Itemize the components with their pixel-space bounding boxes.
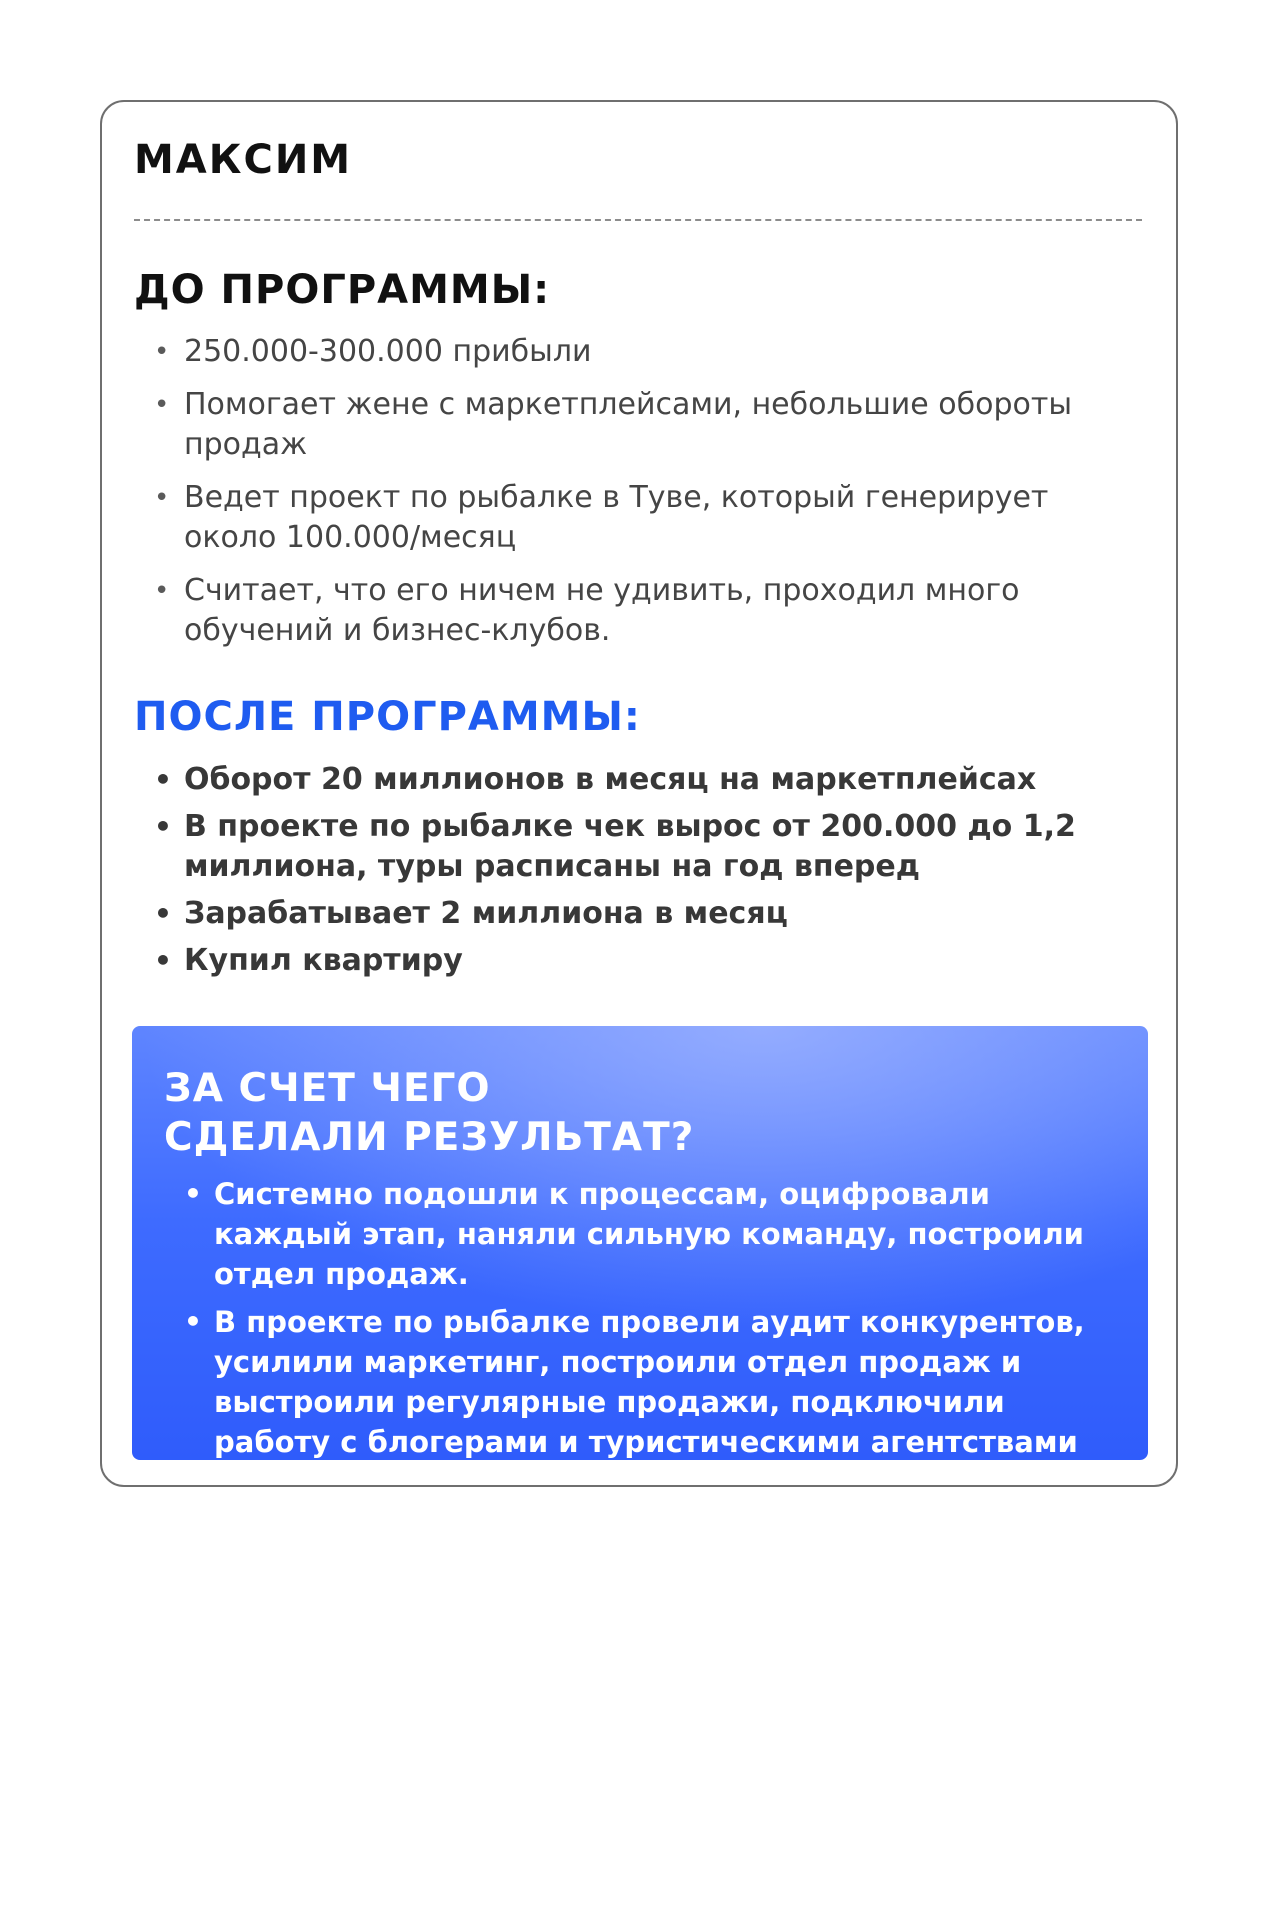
- list-item-text: Оборот 20 миллионов в месяц на маркетплейсах: [184, 762, 1037, 797]
- before-program-title: ДО ПРОГРАММЫ:: [134, 267, 551, 313]
- list-item: [134, 571, 1094, 651]
- result-title-line-2: СДЕЛАЛИ РЕЗУЛЬТАТ?: [164, 1115, 695, 1160]
- bullet-icon: •: [184, 1305, 202, 1338]
- bullet-icon: •: [154, 483, 170, 513]
- list-item: [134, 894, 1094, 934]
- bullet-icon: •: [154, 944, 172, 977]
- list-item-text: 250.000-300.000 прибыли: [184, 334, 592, 369]
- result-title: [164, 1064, 694, 1162]
- bullet-icon: •: [154, 763, 172, 796]
- bullet-icon: •: [154, 897, 172, 930]
- list-item-text: Ведет проект по рыбалке в Туве, который генерирует около 100.000/месяц: [184, 480, 1049, 555]
- list-item-text: Помогает жене с маркетплейсами, небольшие обороты продаж: [184, 387, 1073, 462]
- dashed-divider: [134, 219, 1142, 221]
- after-program-list: [134, 760, 1094, 988]
- list-item-text: Считает, что его ничем не удивить, проходил много обучений и бизнес-клубов.: [184, 573, 1020, 648]
- bullet-icon: •: [184, 1177, 202, 1210]
- list-item: [134, 760, 1094, 800]
- bullet-icon: •: [154, 810, 172, 843]
- list-item: [134, 941, 1094, 981]
- bullet-icon: •: [154, 390, 170, 420]
- list-item: [134, 332, 1094, 372]
- list-item: [134, 385, 1094, 465]
- result-list: [164, 1174, 1114, 1460]
- list-item: [134, 478, 1094, 558]
- bullet-icon: •: [154, 337, 170, 367]
- result-title-line-1: ЗА СЧЕТ ЧЕГО: [164, 1066, 491, 1111]
- list-item-text: В проекте по рыбалке чек вырос от 200.000 до 1,2 миллиона, туры расписаны на год вперед: [184, 809, 1076, 884]
- list-item-text: Купил квартиру: [184, 943, 463, 978]
- list-item-text: Зарабатывает 2 миллиона в месяц: [184, 896, 788, 931]
- before-program-list: [134, 332, 1094, 664]
- list-item: [164, 1302, 1114, 1460]
- list-item-text: Системно подошли к процессам, оцифровали каждый этап, наняли сильную команду, построили отдел продаж.: [214, 1177, 1084, 1291]
- list-item: [164, 1174, 1114, 1294]
- list-item-text: В проекте по рыбалке провели аудит конкурентов, усилили маркетинг, построили отдел продаж и выстроили регулярные продажи, подключили работу с блогерами и туристическими агентствами: [214, 1305, 1085, 1459]
- after-program-title: ПОСЛЕ ПРОГРАММЫ:: [134, 694, 641, 740]
- person-name: МАКСИМ: [134, 137, 353, 183]
- case-card: [100, 100, 1178, 1487]
- list-item: [134, 807, 1094, 887]
- bullet-icon: •: [154, 576, 170, 606]
- result-box: [132, 1026, 1148, 1460]
